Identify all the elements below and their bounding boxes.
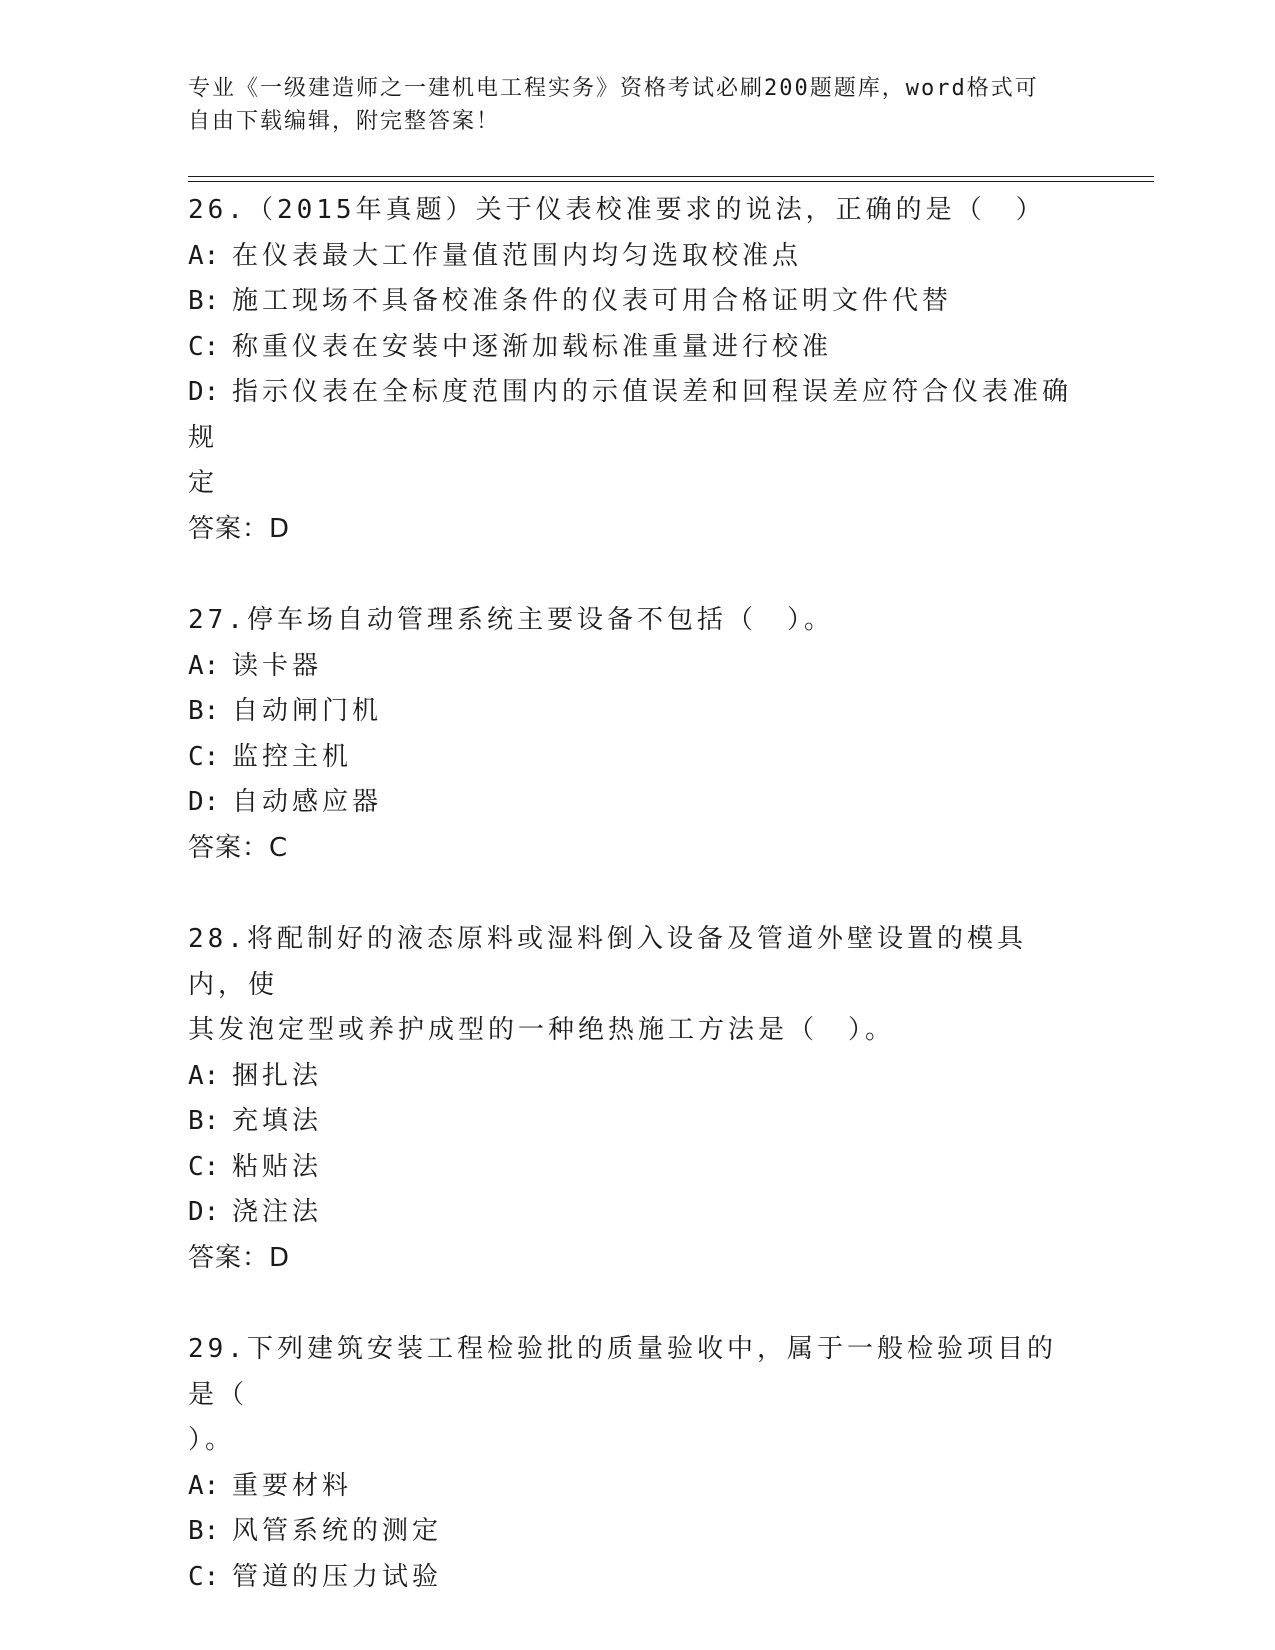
option-text: 自动闸门机 (232, 696, 383, 726)
option-label: B: (188, 1106, 220, 1136)
document-header (188, 72, 1068, 138)
option-text: 充填法 (232, 1106, 323, 1136)
question-spacer (188, 552, 1088, 598)
option-text: 浇注法 (232, 1197, 323, 1227)
option-label: D: (188, 377, 220, 407)
option-b (188, 689, 1088, 735)
option-label: B: (188, 286, 220, 316)
option-text: 监控主机 (232, 741, 353, 772)
option-text: 管道的压力试验 (232, 1561, 443, 1592)
question-stem-line-1: 28.将配制好的液态原料或湿料倒入设备及管道外壁设置的模具内，使 (188, 924, 1027, 1000)
option-text: 捆扎法 (232, 1060, 323, 1091)
option-label: D: (188, 787, 220, 817)
option-d (188, 370, 1088, 461)
question-26 (188, 188, 1088, 552)
header-line-1: 专业《一级建造师之一建机电工程实务》资格考试必刷200题题库，word格式可 (188, 76, 1039, 101)
option-label: A: (188, 650, 220, 681)
option-label: C: (188, 331, 220, 362)
question-27 (188, 598, 1088, 871)
question-stem-line-2: ）。 (188, 1425, 236, 1455)
option-a (188, 644, 1088, 690)
option-c (188, 735, 1088, 781)
option-text: 读卡器 (232, 650, 323, 681)
option-d (188, 1190, 1088, 1236)
question-stem-line-2: 其发泡定型或养护成型的一种绝热施工方法是（ ）。 (188, 1015, 896, 1045)
answer-line: 答案：C (188, 832, 289, 863)
question-stem: 27.停车场自动管理系统主要设备不包括（ ）。 (188, 605, 834, 635)
question-stem-line-1: 29.下列建筑安装工程检验批的质量验收中，属于一般检验项目的是（ (188, 1334, 1057, 1410)
option-a (188, 1464, 1088, 1510)
option-label: B: (188, 1516, 220, 1546)
option-label: C: (188, 1561, 220, 1592)
option-text: 风管系统的测定 (232, 1516, 443, 1546)
question-29 (188, 1327, 1088, 1600)
option-label: A: (188, 240, 220, 271)
header-line-2: 自由下载编辑，附完整答案！ (188, 109, 501, 134)
question-list (188, 188, 1088, 1600)
question-spacer (188, 871, 1088, 917)
option-a (188, 1054, 1088, 1100)
option-text: 施工现场不具备校准条件的仪表可用合格证明文件代替 (232, 286, 953, 316)
option-text: 粘贴法 (232, 1151, 323, 1182)
option-a (188, 234, 1088, 280)
option-c (188, 1555, 1088, 1601)
option-text: 重要材料 (232, 1470, 353, 1501)
option-text: 自动感应器 (232, 787, 383, 817)
option-b (188, 1099, 1088, 1145)
option-label: B: (188, 696, 220, 726)
question-spacer (188, 1281, 1088, 1327)
option-c (188, 325, 1088, 371)
option-d-continuation: 定 (188, 468, 219, 498)
question-stem: 26.（2015年真题）关于仪表校准要求的说法，正确的是（ ） (188, 195, 1046, 225)
option-label: D: (188, 1197, 220, 1227)
option-label: A: (188, 1470, 220, 1501)
option-c (188, 1145, 1088, 1191)
option-label: C: (188, 1151, 220, 1182)
header-divider-bottom (188, 181, 1154, 182)
option-text: 称重仪表在安装中逐渐加载标准重量进行校准 (232, 331, 833, 362)
answer-line: 答案：D (188, 1242, 291, 1273)
option-b (188, 279, 1088, 325)
option-label: A: (188, 1060, 220, 1091)
option-d (188, 780, 1088, 826)
question-28 (188, 917, 1088, 1281)
answer-line: 答案：D (188, 513, 291, 544)
option-b (188, 1509, 1088, 1555)
option-text: 指示仪表在全标度范围内的示值误差和回程误差应符合仪表准确规 (188, 377, 1073, 453)
option-label: C: (188, 741, 220, 772)
header-divider-top (188, 176, 1154, 177)
option-text: 在仪表最大工作量值范围内均匀选取校准点 (232, 240, 803, 271)
